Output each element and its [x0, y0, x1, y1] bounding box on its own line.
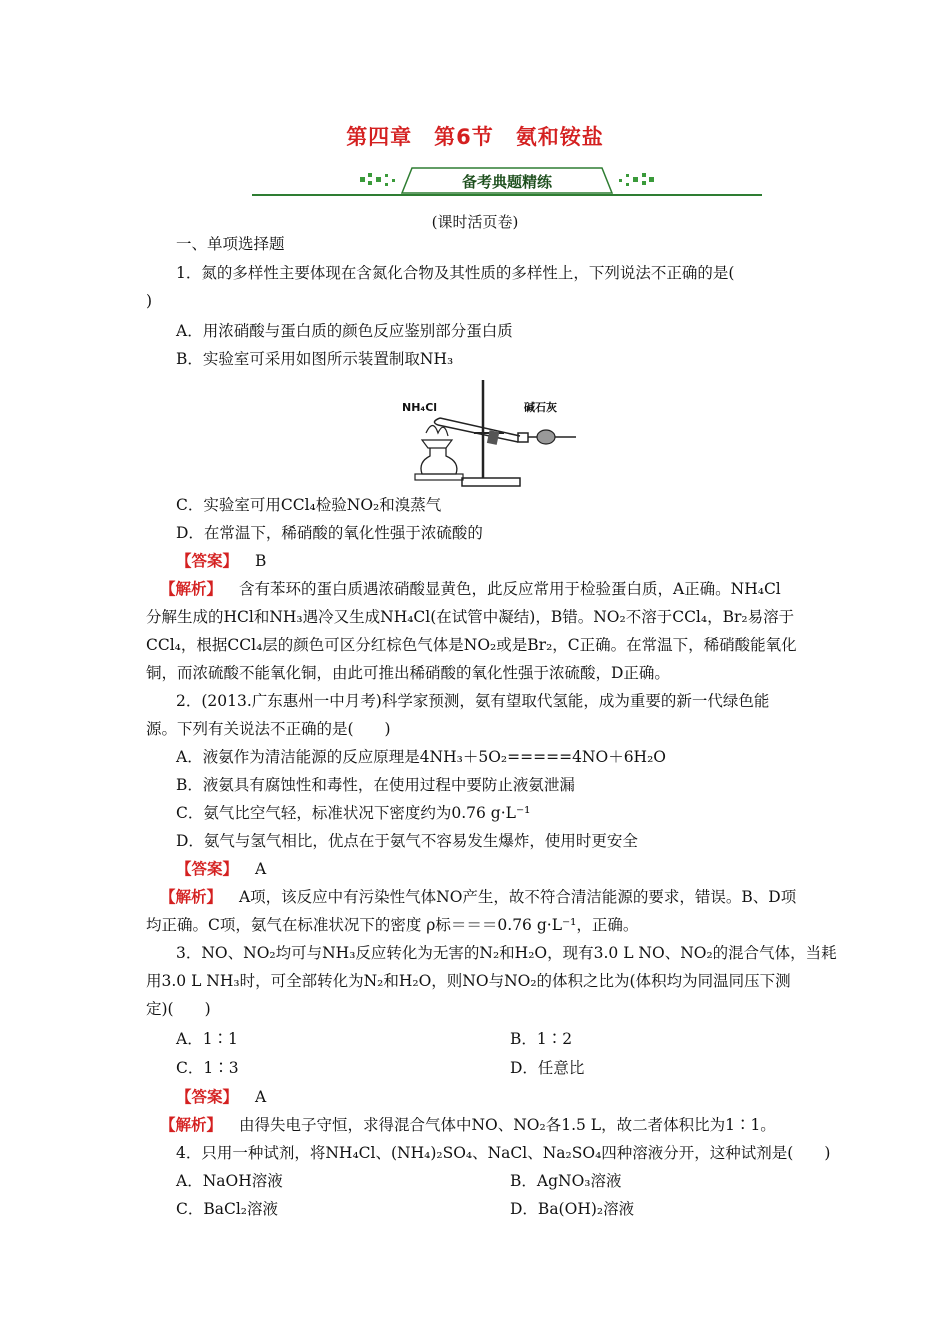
q3-stem-line-1: 3．NO、NO₂均可与NH₃反应转化为无害的N₂和H₂O，现有3.0 L NO、NO₂的混合气体，当耗 — [176, 944, 837, 962]
q3-option-a: A．1∶1 — [176, 1030, 238, 1048]
q1-answer-row — [176, 550, 266, 572]
q4-option-a: A．NaOH溶液 — [176, 1172, 283, 1190]
q1-analysis-line-3: CCl₄，根据CCl₄层的颜色可区分红棕色气体是NO₂或是Br₂，C正确。在常温下，稀硝酸能氧化 — [146, 636, 797, 654]
q1-analysis-line-4: 铜，而浓硫酸不能氧化铜，由此可推出稀硝酸的氧化性强于浓硫酸，D正确。 — [146, 664, 670, 682]
figure-label-soda-lime: 碱石灰 — [524, 401, 557, 414]
q4-option-c: C．BaCl₂溶液 — [176, 1200, 279, 1218]
q3-option-b: B．1∶2 — [510, 1030, 573, 1048]
banner-right-dots-icon — [619, 173, 654, 186]
section-heading: 一、单项选择题 — [176, 235, 285, 253]
section-banner — [252, 166, 762, 198]
figure-label-nh4cl: NH₄Cl — [402, 401, 438, 414]
analysis-label: 【解析】 — [160, 1115, 223, 1134]
q2-analysis-line-1: 【解析】 A项，该反应中有污染性气体NO产生，故不符合清洁能源的要求，错误。B、D项 — [160, 887, 797, 906]
q2-option-a: A．液氨作为清洁能源的反应原理是4NH₃＋5O₂=====4NO＋6H₂O — [176, 748, 666, 766]
q2-answer-value: A — [254, 860, 267, 878]
q1-answer-value: B — [254, 552, 267, 570]
q1-option-a: A．用浓硝酸与蛋白质的颜色反应鉴别部分蛋白质 — [176, 322, 513, 340]
answer-label: 【答案】 — [176, 1087, 239, 1106]
q2-analysis-line-2: 均正确。C项，氨气在标准状况下的密度 ρ标＝＝＝0.76 g·L⁻¹，正确。 — [146, 916, 639, 934]
q1-option-b: B．实验室可采用如图所示装置制取NH₃ — [176, 350, 454, 368]
page-title: 第四章 第6节 氨和铵盐 — [346, 125, 604, 149]
q3-option-c: C．1∶3 — [176, 1059, 239, 1077]
q2-stem-line-1: 2．(2013.广东惠州一中月考)科学家预测，氨有望取代氢能，成为重要的新一代绿色能 — [176, 692, 770, 710]
q2-option-b: B．液氨具有腐蚀性和毒性，在使用过程中要防止液氨泄漏 — [176, 776, 575, 794]
q3-analysis-line-1: 【解析】 由得失电子守恒，求得混合气体中NO、NO₂各1.5 L，故二者体积比为1∶1。 — [160, 1115, 776, 1134]
q2-option-c: C．氨气比空气轻，标准状况下密度约为0.76 g·L⁻¹ — [176, 804, 531, 822]
answer-label: 【答案】 — [176, 551, 239, 570]
q1-stem-line-2: ) — [146, 292, 153, 310]
q1-analysis-line-2: 分解生成的HCl和NH₃遇冷又生成NH₄Cl(在试管中凝结)，B错。NO₂不溶于CCl₄，Br₂易溶于 — [146, 608, 795, 626]
q1-option-c: C．实验室可用CCl₄检验NO₂和溴蒸气 — [176, 496, 442, 514]
q3-answer-row — [176, 1086, 266, 1108]
q4-stem-line-1: 4．只用一种试剂，将NH₄Cl、(NH₄)₂SO₄、NaCl、Na₂SO₄四种溶液分开，这种试剂是( ) — [176, 1144, 831, 1162]
q4-option-b: B．AgNO₃溶液 — [510, 1172, 622, 1190]
page-subtitle: (课时活页卷) — [431, 213, 519, 231]
nh3-apparatus-figure — [400, 378, 580, 490]
q4-option-d: D．Ba(OH)₂溶液 — [510, 1200, 635, 1218]
banner-left-dots-icon — [360, 173, 395, 186]
q2-stem-line-2: 源。下列有关说法不正确的是( ) — [146, 720, 391, 738]
q1-analysis-line-1: 【解析】 含有苯环的蛋白质遇浓硝酸显黄色，此反应常用于检验蛋白质，A正确。NH₄Cl — [160, 579, 781, 598]
answer-label: 【答案】 — [176, 859, 239, 878]
q3-stem-line-2: 用3.0 L NH₃时，可全部转化为N₂和H₂O，则NO与NO₂的体积之比为(体积均为同温同压下测 — [146, 972, 791, 990]
q3-option-d: D．任意比 — [510, 1059, 585, 1077]
q2-answer-row — [176, 858, 266, 880]
banner-text: 备考典题精练 — [461, 173, 553, 191]
q3-answer-value: A — [254, 1088, 267, 1106]
q1-option-d: D．在常温下，稀硝酸的氧化性强于浓硫酸的 — [176, 524, 483, 542]
analysis-label: 【解析】 — [160, 579, 223, 598]
q1-stem-line-1: 1．氮的多样性主要体现在含氮化合物及其性质的多样性上，下列说法不正确的是( — [176, 264, 735, 282]
q3-stem-line-3: 定)( ) — [146, 1000, 211, 1018]
analysis-label: 【解析】 — [160, 887, 223, 906]
q2-option-d: D．氨气与氢气相比，优点在于氨气不容易发生爆炸，使用时更安全 — [176, 832, 638, 850]
